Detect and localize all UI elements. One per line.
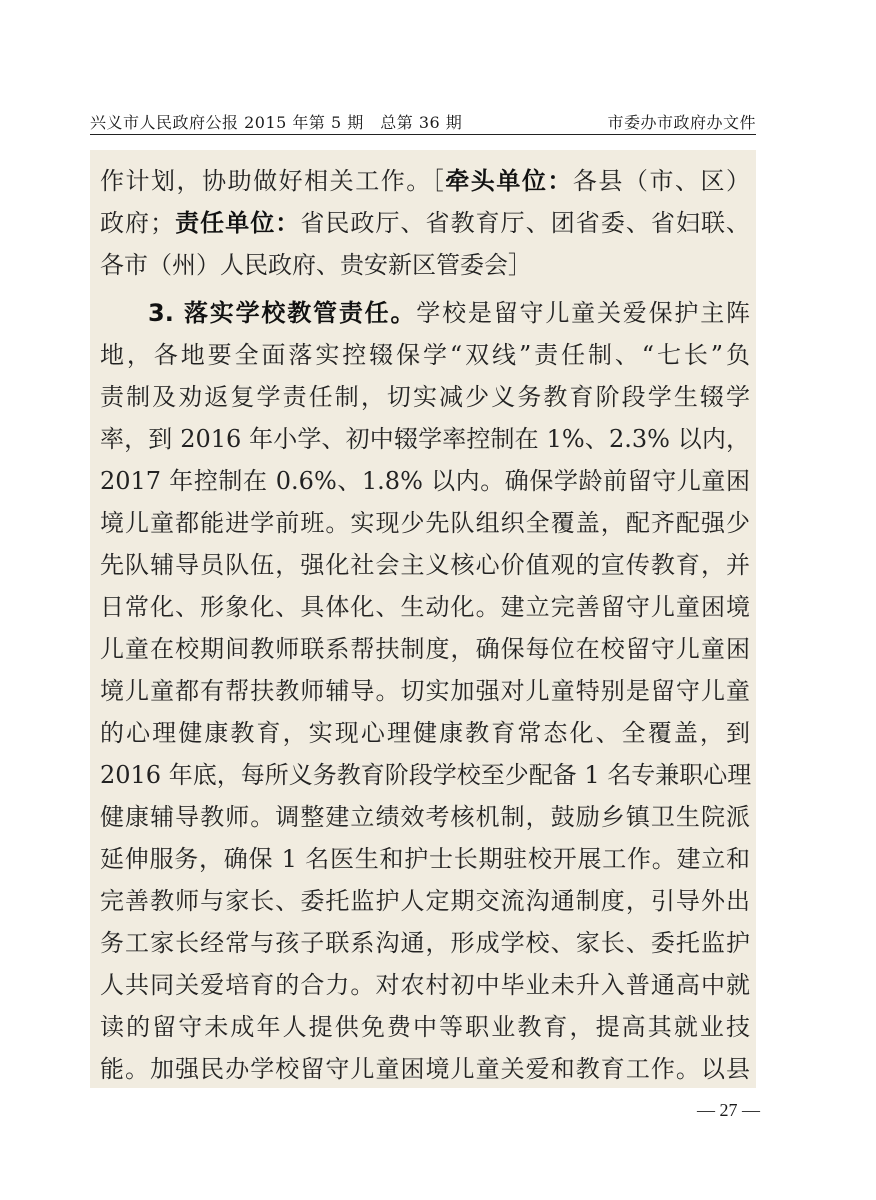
text-line: 责制及劝返复学责任制，切实减少义务教育阶段学生辍学 — [100, 383, 750, 411]
responsible-unit-label: 责任单位： — [174, 209, 301, 237]
text-line: 2016 年底，每所义务教育阶段学校至少配备 1 名专兼职心理 — [100, 761, 752, 789]
text-line: 各市（州）人民政府、贵安新区管委会］ — [100, 251, 532, 279]
text-line: 延伸服务，确保 1 名医生和护士长期驻校开展工作。建立和 — [100, 845, 750, 873]
text-line: 儿童在校期间教师联系帮扶制度，确保每位在校留守儿童困 — [100, 635, 750, 663]
text-line: 政府；责任单位：省民政厅、省教育厅、团省委、省妇联、 — [100, 209, 751, 237]
text-line: 3. 落实学校教管责任。学校是留守儿童关爱保护主阵 — [148, 299, 751, 327]
text-line: 能。加强民办学校留守儿童困境儿童关爱和教育工作。以县 — [100, 1055, 750, 1083]
lead-unit-label: 牵头单位： — [445, 167, 573, 195]
text-line: 的心理健康教育，实现心理健康教育常态化、全覆盖，到 — [100, 719, 750, 747]
text-line: 地，各地要全面落实控辍保学“双线”责任制、“七长”负 — [100, 341, 750, 369]
running-header — [90, 104, 756, 135]
text-line: 率，到 2016 年小学、初中辍学率控制在 1%、2.3% 以内， — [100, 425, 750, 453]
text-line: 作计划，协助做好相关工作。［牵头单位：各县（市、区） — [100, 167, 751, 195]
page-number: — 27 — — [697, 1100, 760, 1120]
text-line: 境儿童都能进学前班。实现少先队组织全覆盖，配齐配强少 — [100, 509, 750, 537]
text-line: 先队辅导员队伍，强化社会主义核心价值观的宣传教育，并 — [100, 551, 750, 579]
text-line: 完善教师与家长、委托监护人定期交流沟通制度，引导外出 — [100, 887, 750, 915]
text-line: 日常化、形象化、具体化、生动化。建立完善留守儿童困境 — [100, 593, 750, 621]
section-heading: 3. 落实学校教管责任。 — [148, 299, 417, 327]
text-line: 健康辅导教师。调整建立绩效考核机制，鼓励乡镇卫生院派 — [100, 803, 750, 831]
text-line: 务工家长经常与孩子联系沟通，形成学校、家长、委托监护 — [100, 929, 750, 957]
text-line: 境儿童都有帮扶教师辅导。切实加强对儿童特别是留守儿童 — [100, 677, 750, 705]
publication-title: 兴义市人民政府公报 2015 年第 5 期 总第 36 期 — [90, 113, 463, 132]
text-line: 2017 年控制在 0.6%、1.8% 以内。确保学龄前留守儿童困 — [100, 467, 750, 495]
text-line: 读的留守未成年人提供免费中等职业教育，提高其就业技 — [100, 1013, 750, 1041]
text-line: 人共同关爱培育的合力。对农村初中毕业未升入普通高中就 — [100, 971, 750, 999]
section-title: 市委办市政府办文件 — [607, 113, 756, 132]
